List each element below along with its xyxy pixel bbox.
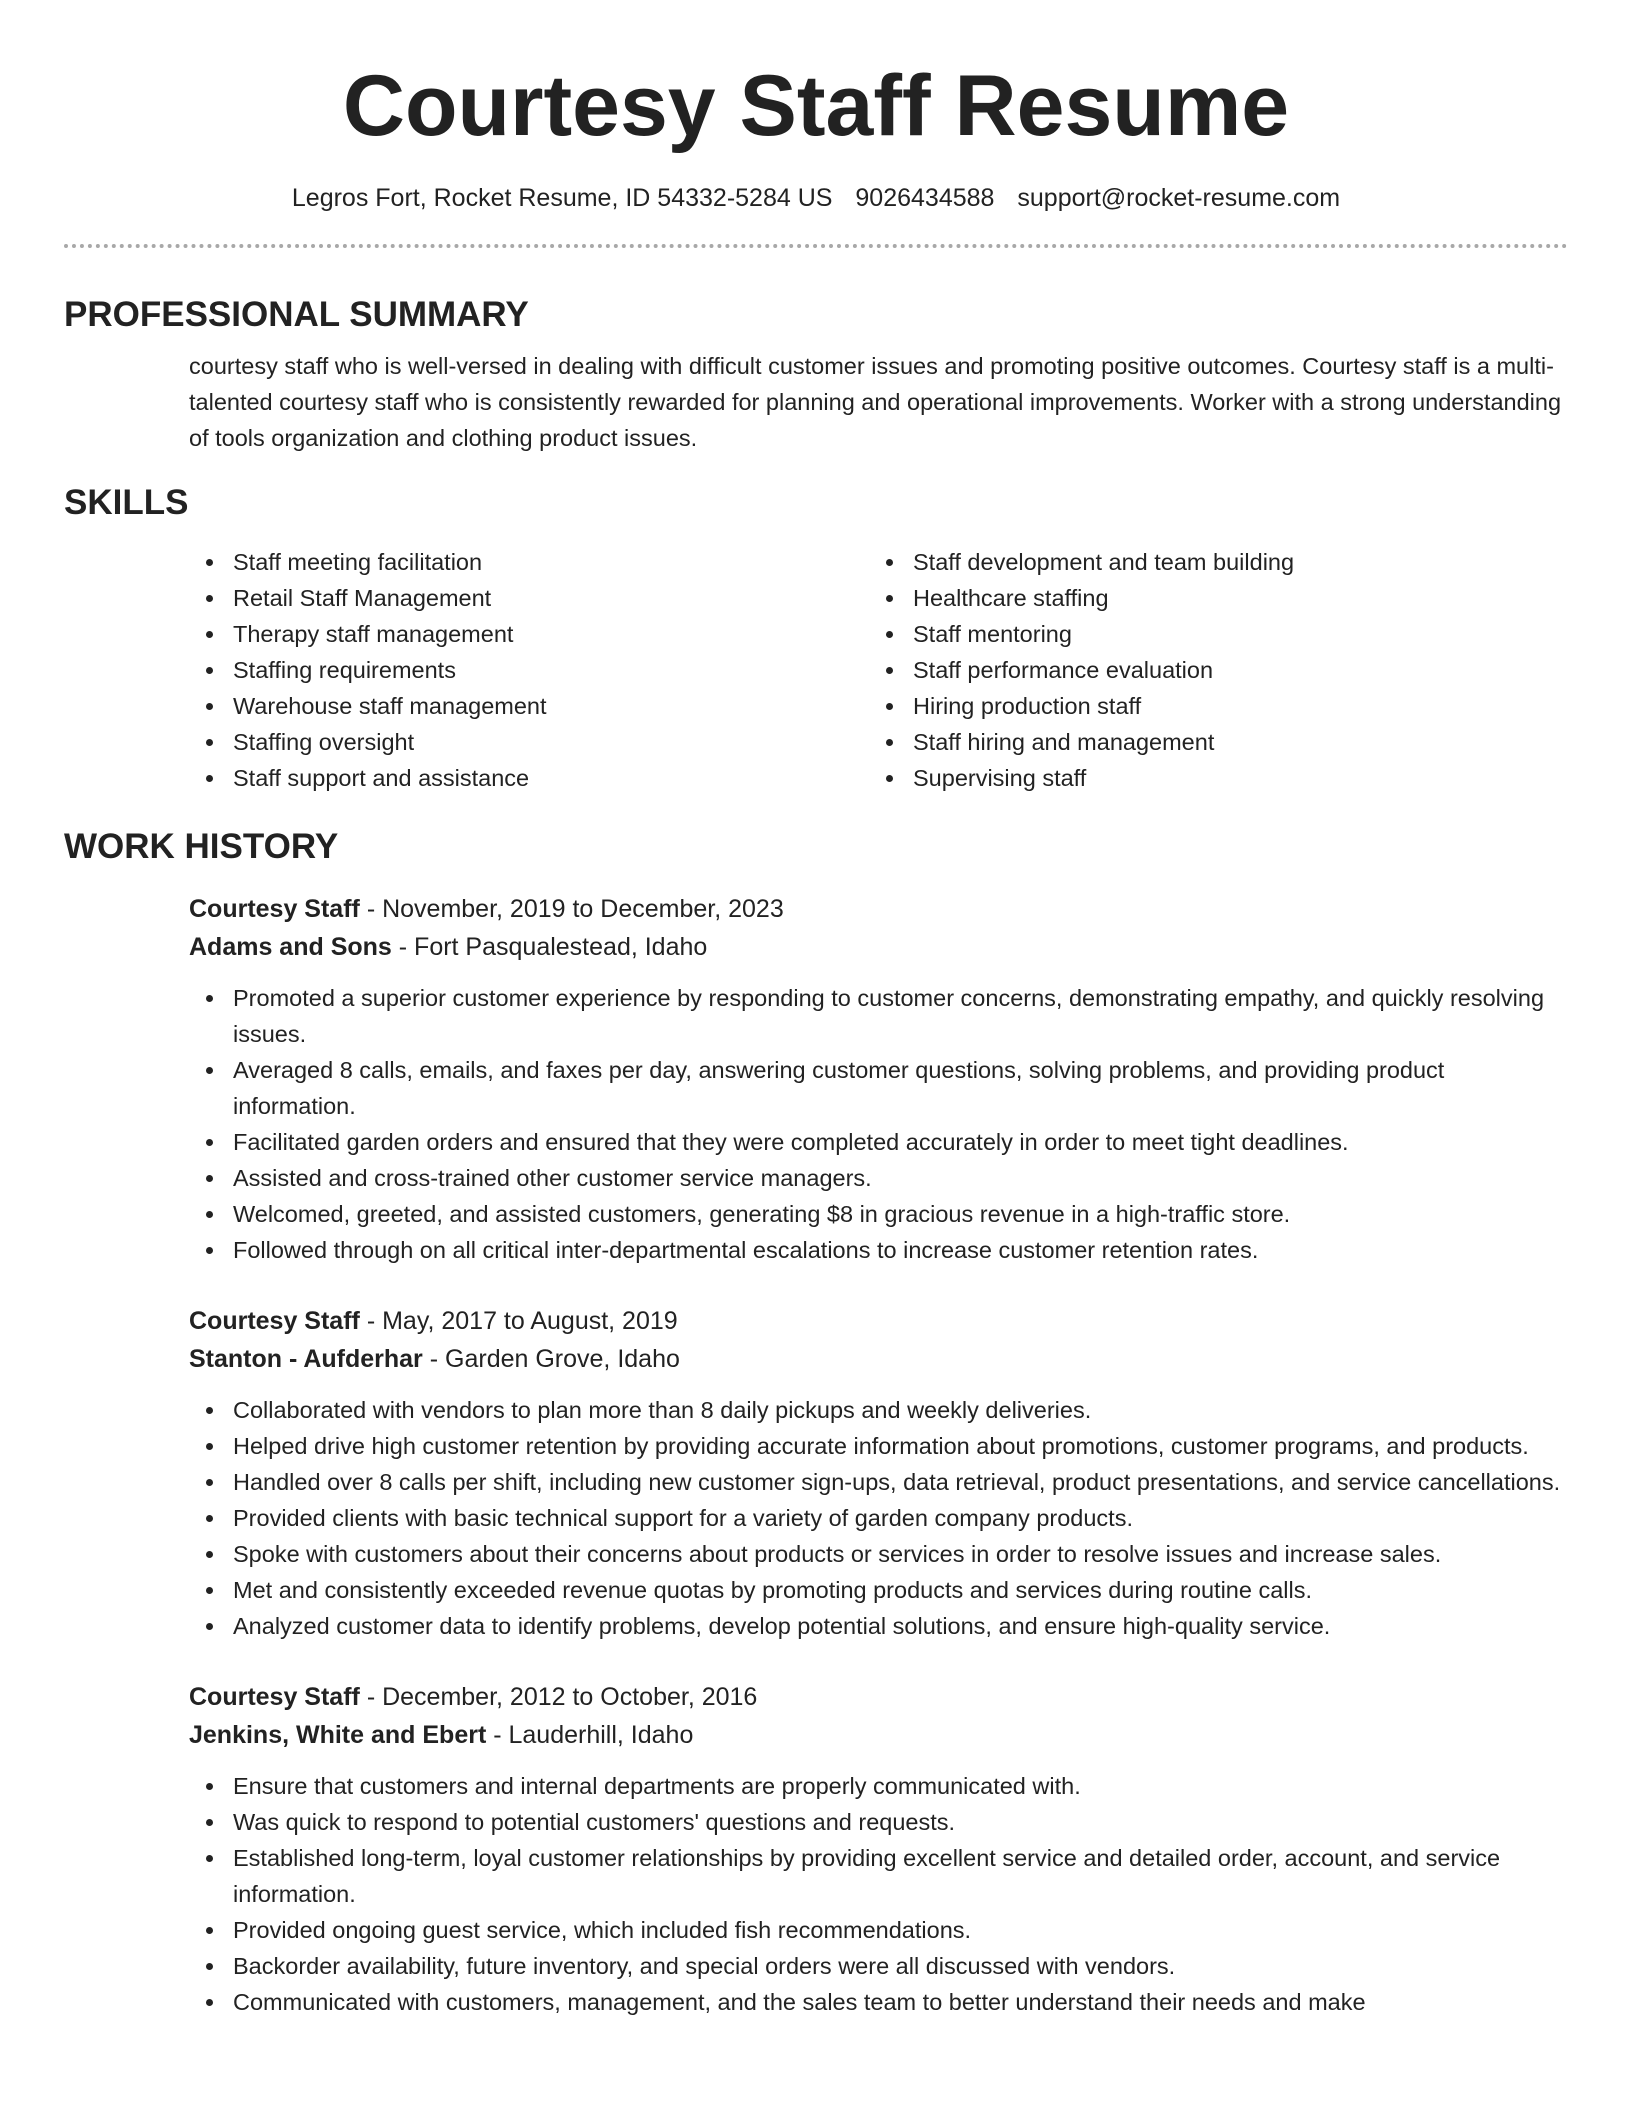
- job-title: Courtesy Staff: [189, 1683, 360, 1711]
- duty-item: Provided ongoing guest service, which included fish recommendations.: [189, 1912, 1568, 1948]
- contact-phone: 9026434588: [855, 184, 995, 212]
- job-title-line: [189, 1678, 1568, 1716]
- duty-item: Assisted and cross-trained other customer service managers.: [189, 1160, 1568, 1196]
- duty-item: Analyzed customer data to identify problems, develop potential solutions, and ensure high-quality service.: [189, 1608, 1568, 1644]
- duty-item: Met and consistently exceeded revenue quotas by promoting products and services during routine calls.: [189, 1572, 1568, 1608]
- duty-item: Ensure that customers and internal departments are properly communicated with.: [189, 1768, 1568, 1804]
- skill-item: Healthcare staffing: [869, 580, 1549, 616]
- contact-address: Legros Fort, Rocket Resume, ID 54332-5284 US: [291, 184, 833, 212]
- duty-item: Spoke with customers about their concerns about products or services in order to resolve issues and increase sales.: [189, 1536, 1568, 1572]
- job-location: - Fort Pasqualestead, Idaho: [391, 933, 708, 961]
- resume-title: Courtesy Staff Resume: [342, 58, 1290, 154]
- skill-item: Staffing oversight: [189, 724, 869, 760]
- job-location: - Lauderhill, Idaho: [486, 1721, 694, 1749]
- duty-item: Facilitated garden orders and ensured that they were completed accurately in order to meet tight deadlines.: [189, 1124, 1568, 1160]
- job-entry: [189, 1678, 1568, 2020]
- job-company: Stanton - Aufderhar: [189, 1345, 423, 1373]
- job-dates: - November, 2019 to December, 2023: [359, 895, 784, 923]
- duty-item: Averaged 8 calls, emails, and faxes per day, answering customer questions, solving problems, and providing product information.: [189, 1052, 1568, 1124]
- skill-item: Staff meeting facilitation: [189, 544, 869, 580]
- duty-item: Handled over 8 calls per shift, including new customer sign-ups, data retrieval, product presentations, and service cancellations.: [189, 1464, 1568, 1500]
- skill-item: Therapy staff management: [189, 616, 869, 652]
- skills-list: [189, 544, 1568, 796]
- skills-column-left: [189, 544, 869, 796]
- duty-item: Established long-term, loyal customer relationships by providing excellent service and detailed order, account, and service information.: [189, 1840, 1568, 1912]
- job-entry: [189, 1302, 1568, 1644]
- skill-item: Hiring production staff: [869, 688, 1549, 724]
- job-title: Courtesy Staff: [189, 1307, 360, 1335]
- duty-item: Communicated with customers, management, and the sales team to better understand their needs and make: [189, 1984, 1568, 2020]
- duty-item: Was quick to respond to potential customers' questions and requests.: [189, 1804, 1568, 1840]
- job-location: - Garden Grove, Idaho: [422, 1345, 680, 1373]
- job-title: Courtesy Staff: [189, 895, 360, 923]
- summary-text: courtesy staff who is well-versed in dealing with difficult customer issues and promoting positive outcomes. Courtesy staff is a multi-talented courtesy staff who is consistently rewarded for planning and operational improvements. Worker with a strong understanding of tools organization and clothing product issues.: [189, 353, 1562, 451]
- job-duties: [189, 1768, 1568, 2020]
- skill-item: Staff support and assistance: [189, 760, 869, 796]
- job-title-line: [189, 890, 1568, 928]
- duty-item: Followed through on all critical inter-departmental escalations to increase customer retention rates.: [189, 1232, 1568, 1268]
- duty-item: Welcomed, greeted, and assisted customers, generating $8 in gracious revenue in a high-traffic store.: [189, 1196, 1568, 1232]
- duty-item: Promoted a superior customer experience by responding to customer concerns, demonstrating empathy, and quickly resolving issues.: [189, 980, 1568, 1052]
- skills-heading: SKILLS: [64, 483, 189, 522]
- skills-column-right: [869, 544, 1549, 796]
- skill-item: Staffing requirements: [189, 652, 869, 688]
- summary-heading: PROFESSIONAL SUMMARY: [64, 295, 529, 334]
- job-duties: [189, 980, 1568, 1268]
- work-heading: WORK HISTORY: [64, 827, 339, 866]
- job-title-line: [189, 1302, 1568, 1340]
- skill-item: Retail Staff Management: [189, 580, 869, 616]
- skill-item: Supervising staff: [869, 760, 1549, 796]
- job-company: Adams and Sons: [189, 933, 392, 961]
- job-dates: - December, 2012 to October, 2016: [359, 1683, 758, 1711]
- contact-email: support@rocket-resume.com: [1017, 184, 1341, 212]
- duty-item: Collaborated with vendors to plan more than 8 daily pickups and weekly deliveries.: [189, 1392, 1568, 1428]
- resume-page: [64, 0, 1568, 2020]
- duty-item: Helped drive high customer retention by providing accurate information about promotions, customer programs, and products.: [189, 1428, 1568, 1464]
- job-company-line: [189, 1716, 1568, 1754]
- contact-line: [64, 180, 1568, 216]
- skill-item: Staff development and team building: [869, 544, 1549, 580]
- header-divider: [64, 244, 1568, 248]
- job-company-line: [189, 928, 1568, 966]
- job-company-line: [189, 1340, 1568, 1378]
- job-entry: [189, 890, 1568, 1268]
- job-duties: [189, 1392, 1568, 1644]
- job-dates: - May, 2017 to August, 2019: [359, 1307, 678, 1335]
- skill-item: Staff hiring and management: [869, 724, 1549, 760]
- skill-item: Staff mentoring: [869, 616, 1549, 652]
- duty-item: Provided clients with basic technical support for a variety of garden company products.: [189, 1500, 1568, 1536]
- job-company: Jenkins, White and Ebert: [189, 1721, 487, 1749]
- duty-item: Backorder availability, future inventory, and special orders were all discussed with vendors.: [189, 1948, 1568, 1984]
- skill-item: Warehouse staff management: [189, 688, 869, 724]
- skill-item: Staff performance evaluation: [869, 652, 1549, 688]
